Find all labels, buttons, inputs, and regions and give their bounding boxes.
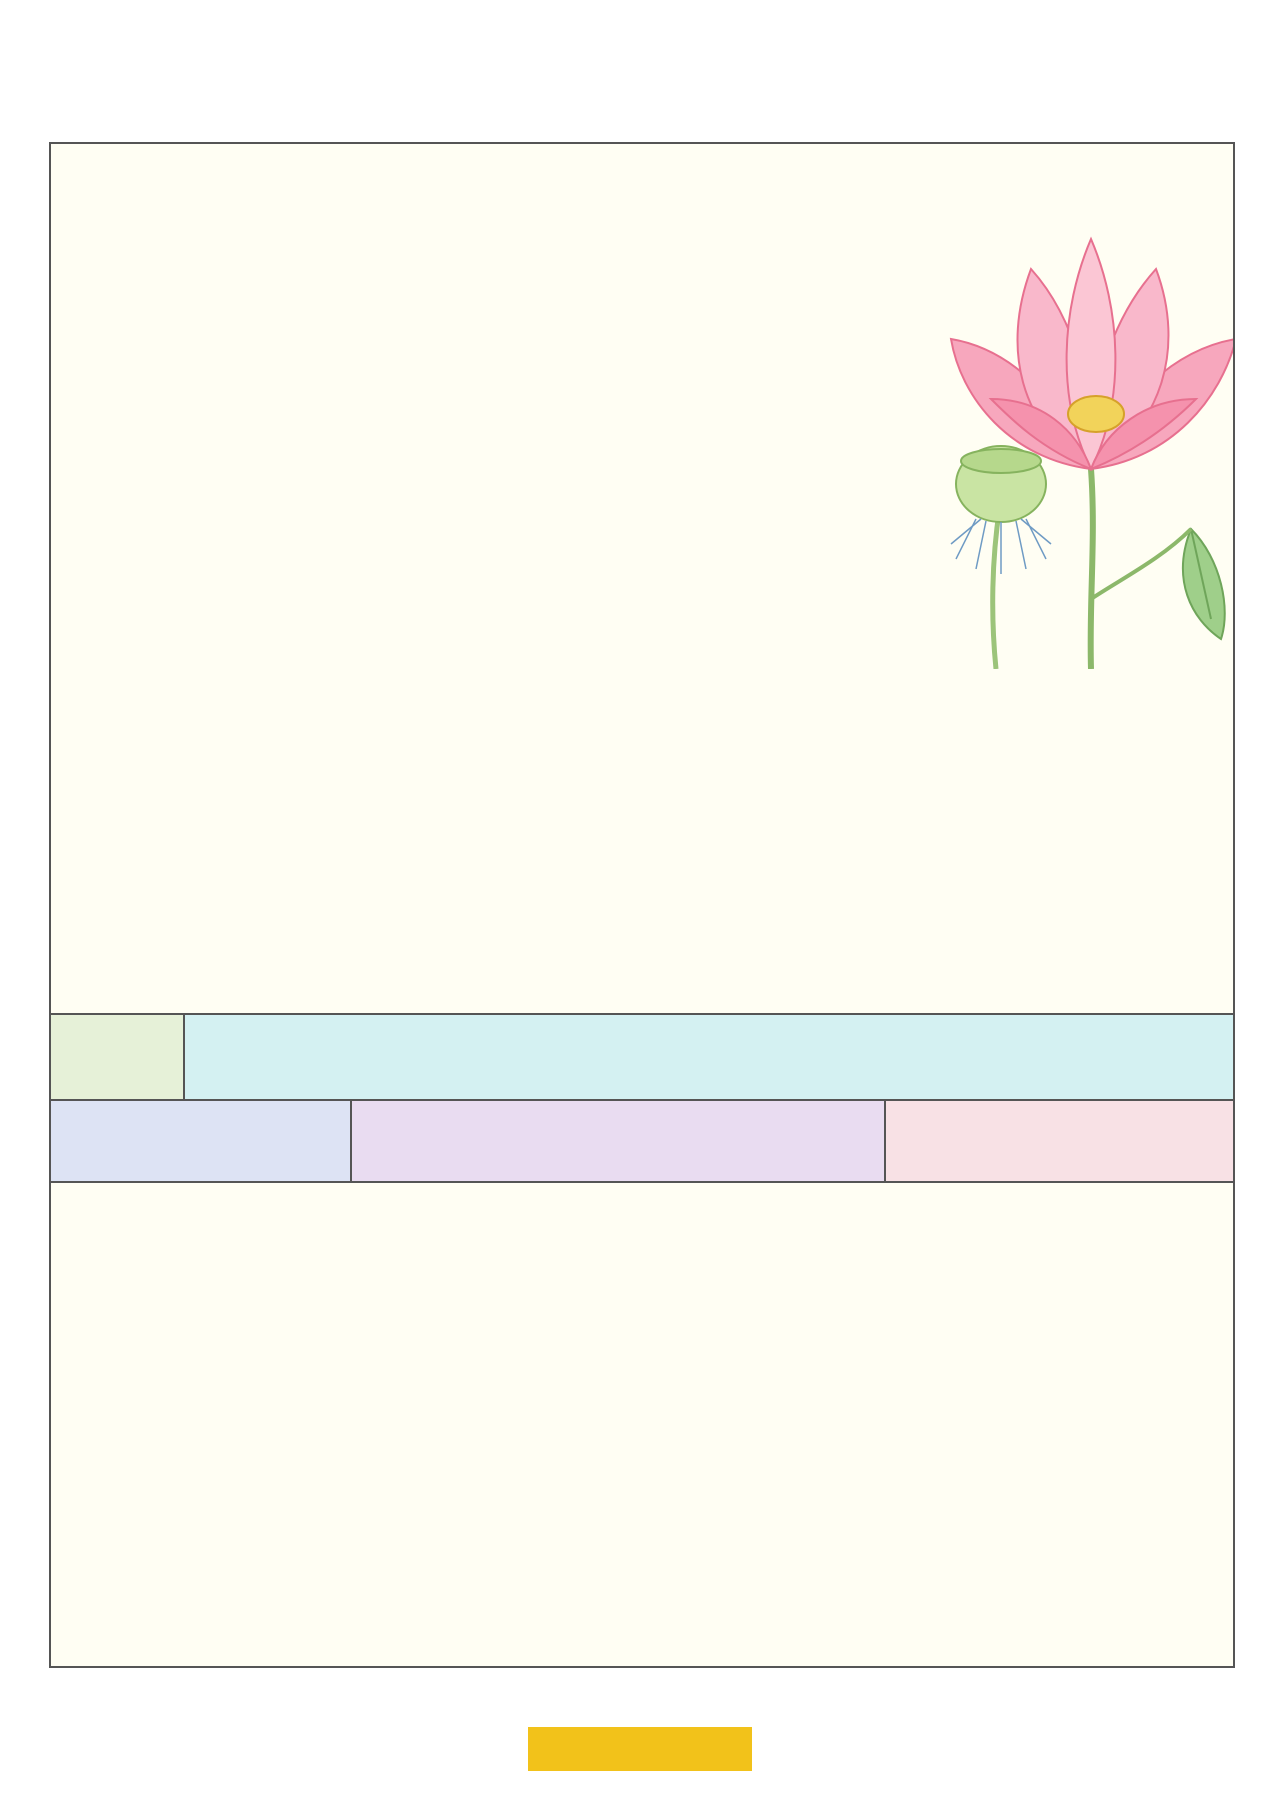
level-cell bbox=[51, 1015, 185, 1099]
requirement-bar bbox=[51, 1099, 1233, 1181]
requirement-cell bbox=[352, 1101, 886, 1181]
recitation-table bbox=[49, 142, 1235, 1668]
recite-content-cell bbox=[185, 1015, 1233, 1099]
page-title bbox=[0, 40, 1280, 145]
lotus-flower-illustration bbox=[891, 199, 1233, 669]
poem-notes-section bbox=[51, 144, 1233, 1013]
page-number bbox=[528, 1727, 752, 1771]
poem-section bbox=[51, 1181, 1233, 1666]
date-cell bbox=[51, 1101, 352, 1181]
status-cell bbox=[886, 1101, 1233, 1181]
level-bar bbox=[51, 1013, 1233, 1099]
